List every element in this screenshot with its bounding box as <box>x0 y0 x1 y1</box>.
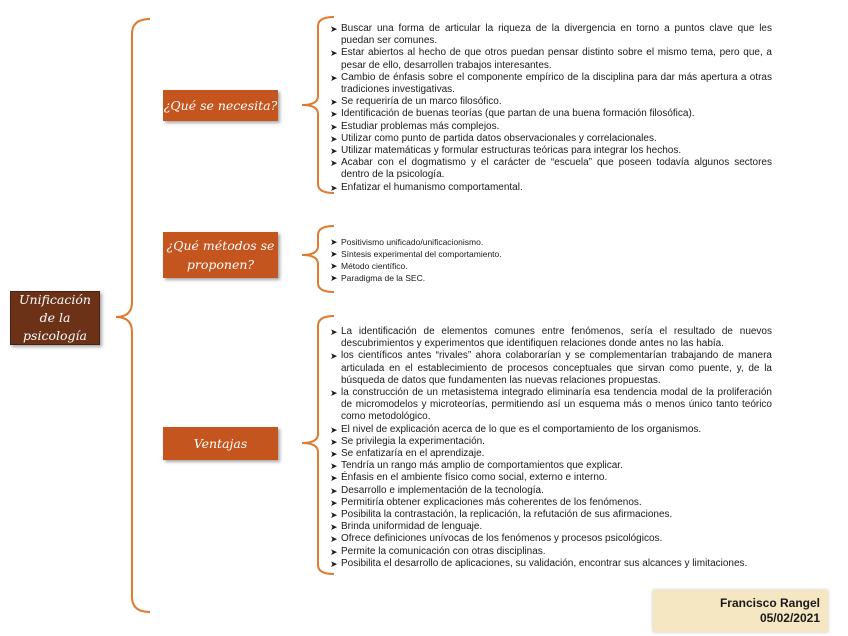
category-title: Ventajas <box>193 436 248 451</box>
category-node-metodos <box>163 232 278 278</box>
list-item: ➤ Ofrece definiciones unívocas de los fenómenos y procesos psicológicos. <box>330 533 772 545</box>
list-item: ➤ Utilizar matemáticas y formular estructuras teóricas para integrar los hechos. <box>330 145 772 157</box>
list-item: ➤ Cambio de énfasis sobre el componente empírico de la disciplina para dar más apertura a otras tradiciones investigativas. <box>330 72 772 96</box>
category-title: ¿Qué se necesita? <box>163 98 278 113</box>
list-item: ➤ Posibilita la contrastación, la replicación, la refutación de sus afirmaciones. <box>330 509 772 521</box>
list-item: ➤ la construcción de un metasistema integrado eliminaría esa tendencia modal de la proliferación de micromodelos y microteorías, permitiendo así un esquema más o menos único tanto teórico como metodológico. <box>330 387 772 424</box>
list-item: ➤ Positivismo unificado/unificacionismo. <box>330 236 590 248</box>
list-metodos <box>330 236 590 284</box>
category-node-ventajas <box>163 427 278 460</box>
list-necesita <box>330 23 772 194</box>
list-item: ➤ Síntesis experimental del comportamiento. <box>330 248 590 260</box>
list-item: ➤ Acabar con el dogmatismo y el carácter de “escuela” que poseen todavía algunos sectores dentro de la psicología. <box>330 157 772 181</box>
author-date: 05/02/2021 <box>759 611 820 625</box>
list-item: ➤ Identificación de buenas teorías (que partan de una buena formación filosófica). <box>330 108 772 120</box>
list-item: ➤ Se privilegia la experimentación. <box>330 436 772 448</box>
list-item: ➤ Estar abiertos al hecho de que otros puedan pensar distinto sobre el mismo tema, pero que, a pesar de ello, desarrollen trabajos interesantes. <box>330 47 772 71</box>
list-item: ➤ La identificación de elementos comunes entre fenómenos, sería el resultado de nuevos descubrimientos y experimentos que identifiquen relaciones donde antes no las había. <box>330 326 772 350</box>
list-item: ➤ Permitiría obtener explicaciones más coherentes de los fenómenos. <box>330 497 772 509</box>
root-node <box>10 291 100 345</box>
list-item: ➤ Permite la comunicación con otras disciplinas. <box>330 546 772 558</box>
list-item: ➤ Enfatizar el humanismo comportamental. <box>330 182 772 194</box>
list-item: ➤ Paradigma de la SEC. <box>330 272 590 284</box>
list-ventajas <box>330 326 772 570</box>
list-item: ➤ Posibilita el desarrollo de aplicaciones, su validación, encontrar sus alcances y limitaciones. <box>330 558 772 570</box>
list-item: ➤ Estudiar problemas más complejos. <box>330 121 772 133</box>
list-item: ➤ Tendría un rango más amplio de comportamientos que explicar. <box>330 460 772 472</box>
main-bracket <box>116 19 150 612</box>
list-item: ➤ Se requeriría de un marco filosófico. <box>330 96 772 108</box>
list-item: ➤ Método científico. <box>330 260 590 272</box>
list-item: ➤ Buscar una forma de articular la riqueza de la divergencia en torno a puntos clave que les puedan ser comunes. <box>330 23 772 47</box>
list-item: ➤ Utilizar como punto de partida datos observacionales y correlacionales. <box>330 133 772 145</box>
author-name: Francisco Rangel <box>719 596 820 610</box>
list-item: ➤ Brinda uniformidad de lenguaje. <box>330 521 772 533</box>
list-item: ➤ Desarrollo e implementación de la tecnología. <box>330 485 772 497</box>
list-item: ➤ los científicos antes “rivales” ahora colaborarían y se complementarían trabajando de manera articulada en el establecimiento de procesos conceptuales que sirvan como puente, y, de la búsqueda de datos que fundamenten las nuevas relaciones propuestas. <box>330 350 772 387</box>
root-title: Unificación de la psicología <box>19 292 91 343</box>
author-card <box>653 590 828 632</box>
category-node-necesita <box>163 90 278 121</box>
list-item: ➤ El nivel de explicación acerca de lo que es el comportamiento de los organismos. <box>330 424 772 436</box>
list-item: ➤ Se enfatizaría en el aprendizaje. <box>330 448 772 460</box>
category-title: ¿Qué métodos se proponen? <box>166 238 275 272</box>
list-item: ➤ Énfasis en el ambiente físico como social, externo e interno. <box>330 472 772 484</box>
